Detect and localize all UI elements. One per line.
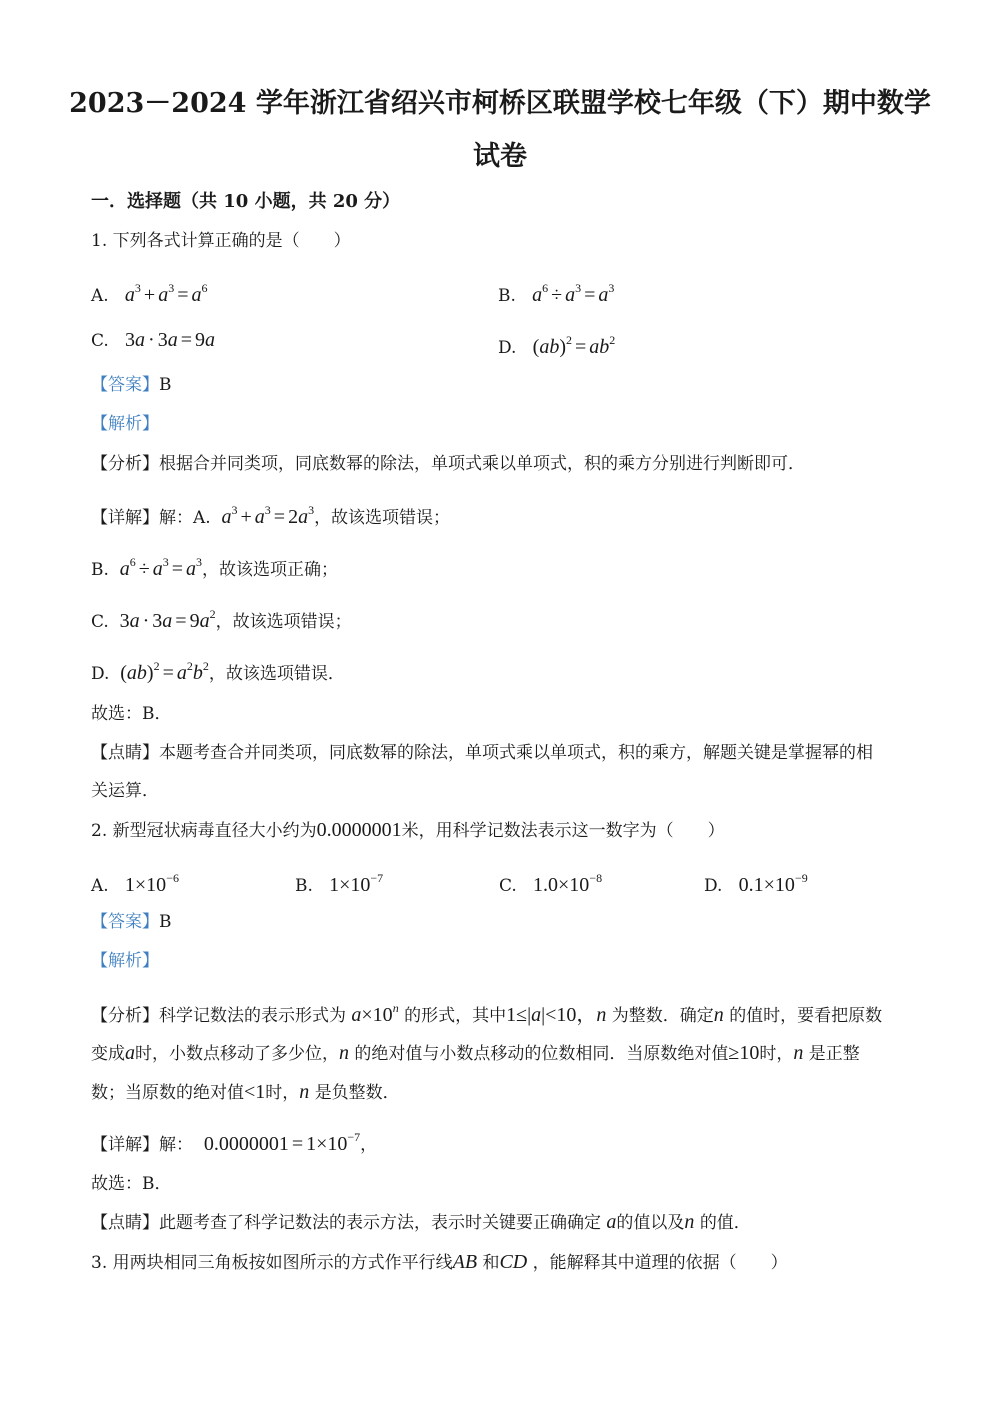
q1-comment-cont: 关运算． (91, 781, 159, 801)
q1-option-b: B. $a^6 \div a^3 = a^3$ (498, 281, 615, 306)
q1-option-a: A. $a^3 + a^3 = a^6$ (91, 281, 208, 306)
q1-analysis-label: 【解析】 (91, 414, 159, 434)
page-title: 2023－2024 学年浙江省绍兴市柯桥区联盟学校七年级（下）期中数学 (69, 88, 931, 119)
q1-option-d: D. $(ab)^2 = ab^2$ (498, 333, 616, 358)
q2-option-a: A. $1\times 10^{-6}$ (91, 871, 179, 896)
q2-comment: 【点睛】此题考查了科学记数法的表示方法，表示时关键要正确确定 a的值以及n 的值． (91, 1211, 751, 1233)
q1-detail-d: D. $(ab)^2 = a^2b^2$，故该选项错误． (91, 659, 345, 684)
q1-comment: 【点睛】本题考查合并同类项，同底数幂的除法，单项式乘以单项式，积的乘方，解题关键是掌握幂的相 (91, 743, 873, 763)
page-title-line2: 试卷 (473, 141, 527, 172)
q1-choose: 故选：B． (91, 704, 172, 724)
section-heading: 一．选择题（共 10 小题，共 20 分） (91, 191, 401, 212)
q2-fenxi-line1: 【分析】科学记数法的表示形式为 $a\times 10^n$ 的形式，其中1≤|a|<10，n 为整数．确定n 的值时，要看把原数 (91, 1001, 883, 1026)
q1-option-c: C. 3a · 3a = 9a (91, 329, 215, 351)
q2-stem: 2. 新型冠状病毒直径大小约为0.0000001米，用科学记数法表示这一数字为（ ） (91, 819, 725, 841)
q1-detail-c: C. $3a \cdot 3a = 9a^2$，故该选项错误； (91, 607, 352, 632)
q3-stem: 3. 用两块相同三角板按如图所示的方式作平行线AB 和CD ，能解释其中道理的依据（ ） (91, 1251, 788, 1273)
q1-detail-a: 【详解】解：A. $a^3 + a^3 = 2a^3$，故该选项错误； (91, 503, 451, 528)
q2-fenxi-line2: 变成a时，小数点移动了多少位，n 的绝对值与小数点移动的位数相同．当原数绝对值≥10时，n 是正整 (91, 1042, 860, 1064)
q2-choose: 故选：B． (91, 1174, 172, 1194)
q1-fenxi: 【分析】根据合并同类项，同底数幂的除法，单项式乘以单项式，积的乘方分别进行判断即可． (91, 454, 805, 474)
q2-analysis-label: 【解析】 (91, 951, 159, 971)
q2-fenxi-line3: 数；当原数的绝对值<1时，n 是负整数． (91, 1081, 400, 1103)
q1-detail-b: B. $a^6 \div a^3 = a^3$，故该选项正确； (91, 555, 338, 580)
q2-option-c: C. $1.0\times 10^{-8}$ (499, 871, 603, 896)
q2-answer: 【答案】B (91, 912, 172, 932)
q1-answer: 【答案】B (91, 375, 172, 395)
q2-option-d: D. $0.1\times 10^{-9}$ (704, 871, 808, 896)
q2-option-b: B. $1\times 10^{-7}$ (295, 871, 384, 896)
q2-detail: 【详解】解： $0.0000001 = 1\times 10^{-7}$， (91, 1130, 378, 1155)
q1-stem: 1. 下列各式计算正确的是（ ） (91, 231, 351, 251)
